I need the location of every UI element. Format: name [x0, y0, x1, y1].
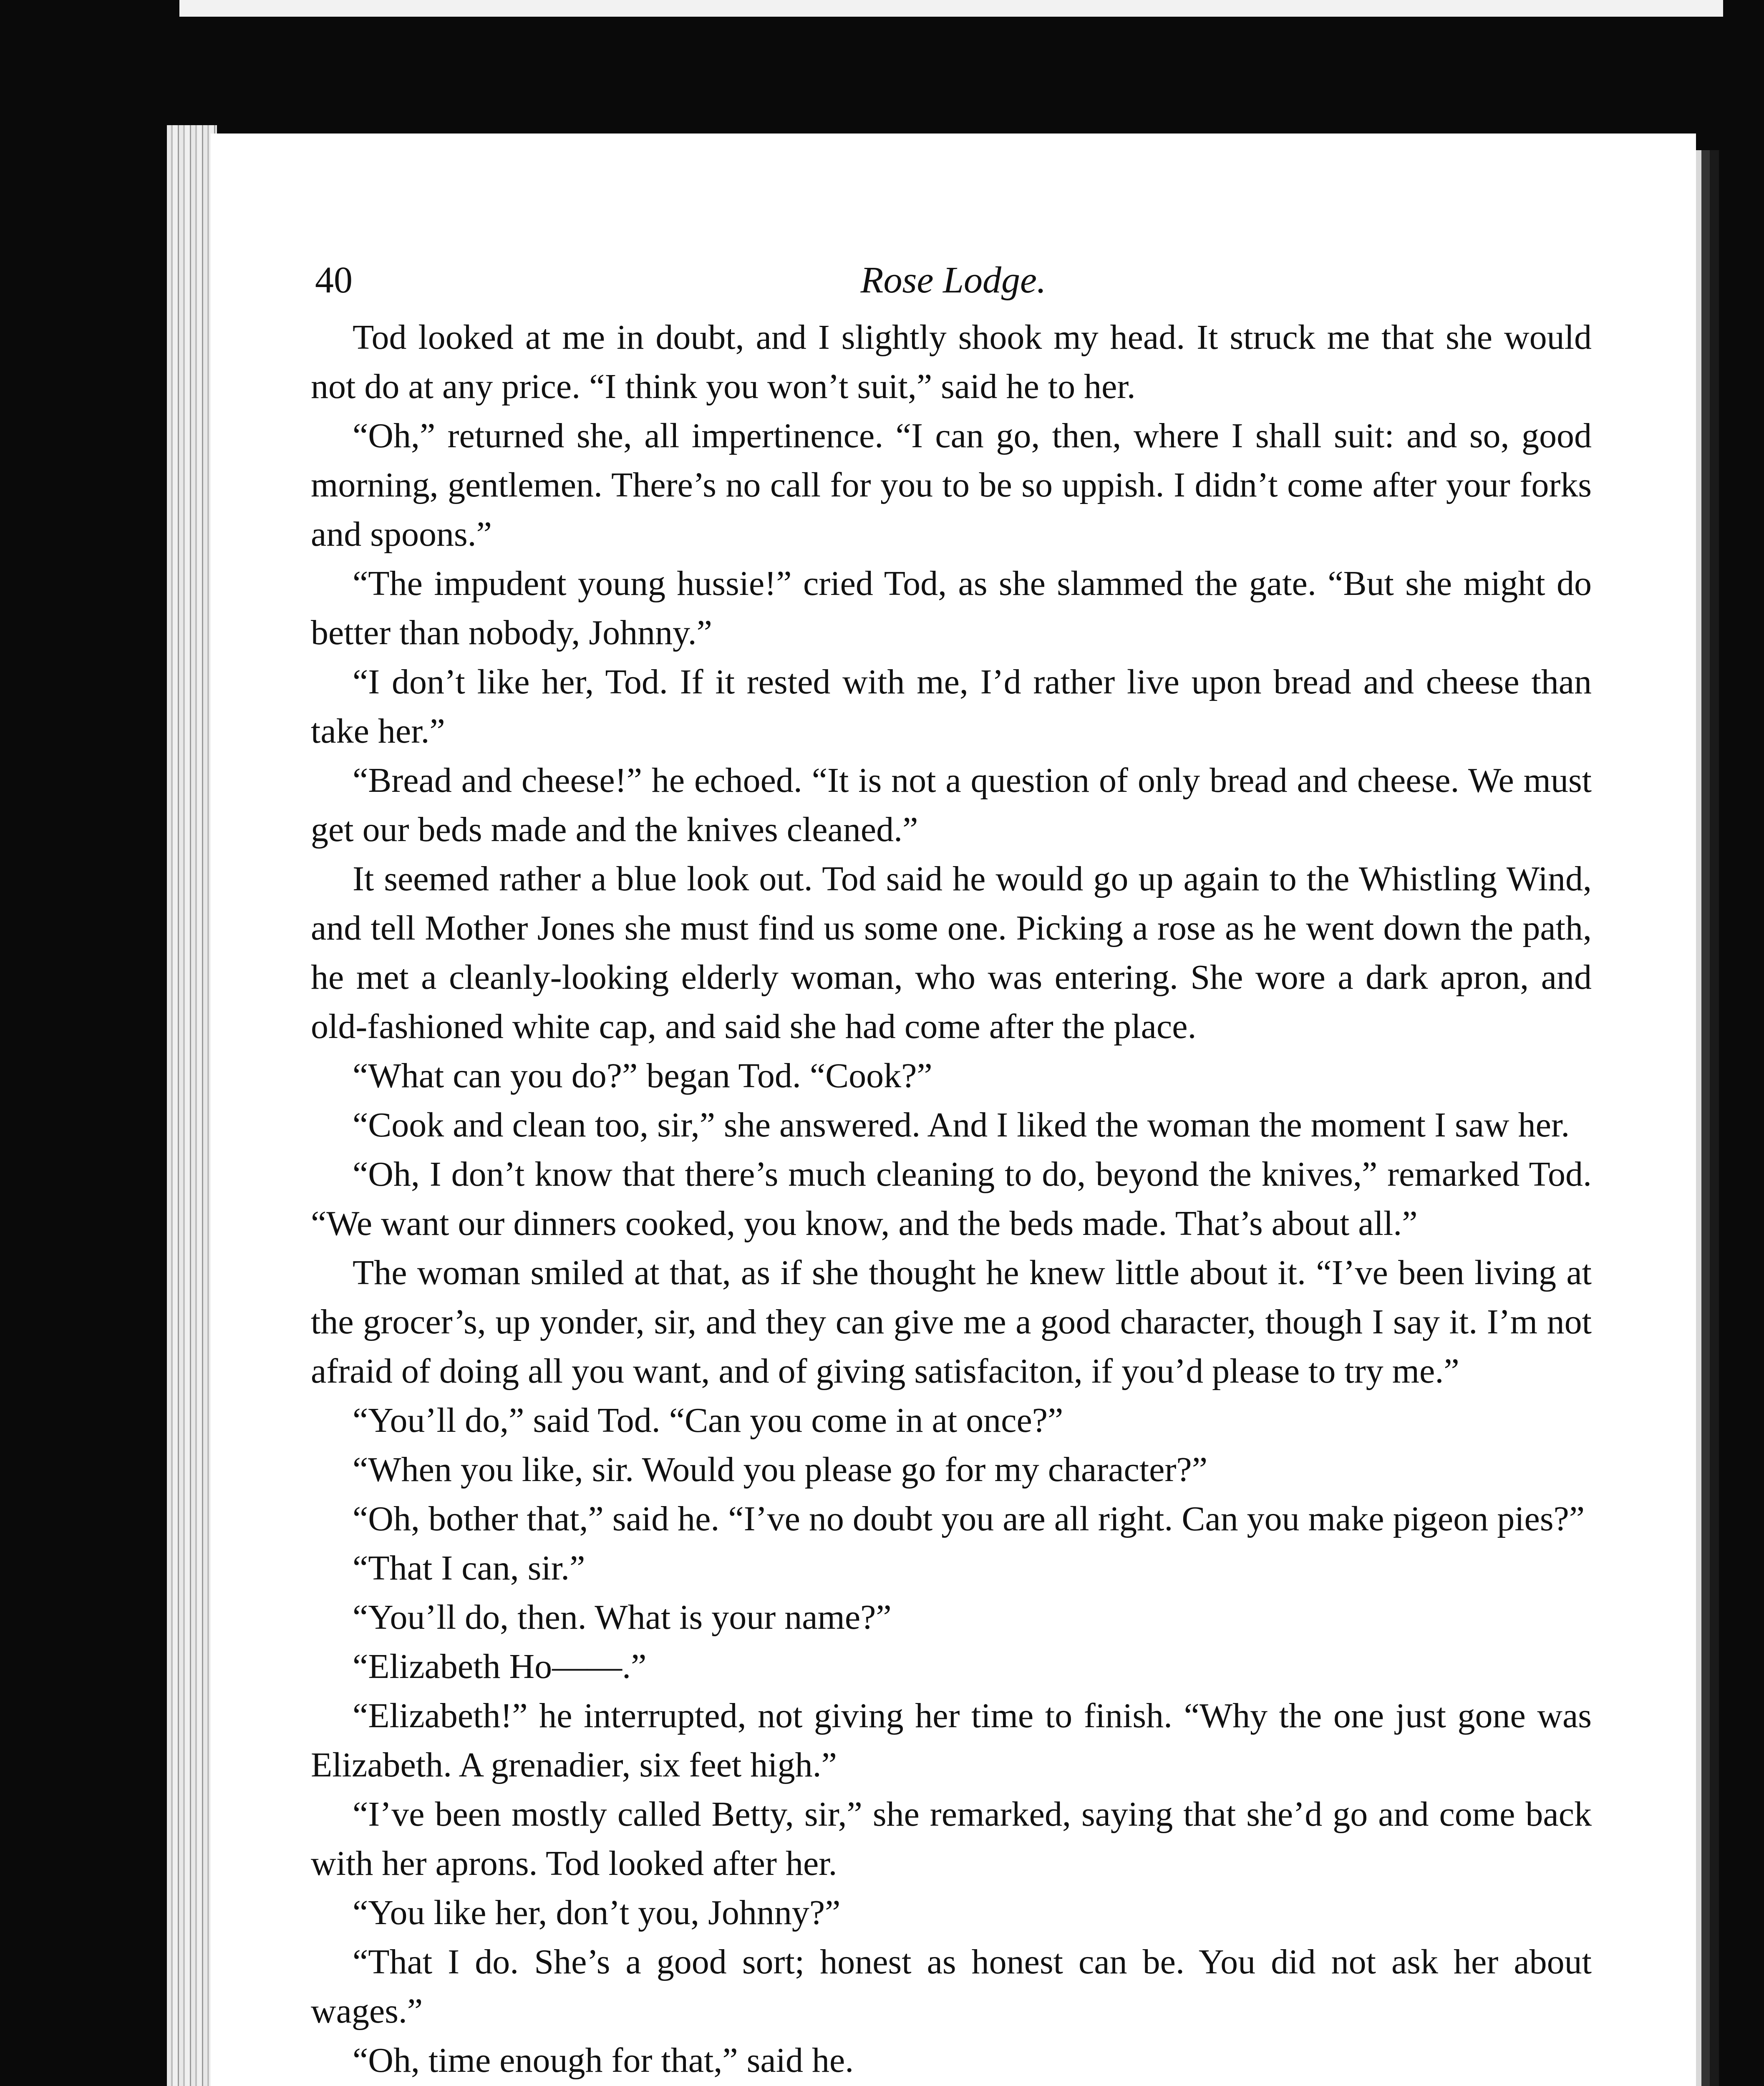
paragraph: “When you like, sir. Would you please go for my character?” [353, 1450, 1207, 1489]
paragraph: “Bread and cheese!” he echoed. “It is not a question of only bread and cheese. We must get our beds made and the knives cleaned.” [311, 761, 1592, 849]
paragraph: Tod looked at me in doubt, and I slightly shook my head. It struck me that she would not do at any price. “I think you won’t suit,” said he to her. [311, 318, 1592, 406]
paragraph: “Cook and clean too, sir,” she answered. And I liked the woman the moment I saw her. [353, 1106, 1570, 1144]
paragraph: “Elizabeth Ho——.” [353, 1647, 647, 1686]
paragraph: “What can you do?” began Tod. “Cook?” [353, 1056, 932, 1095]
paragraph: “I don’t like her, Tod. If it rested with me, I’d rather live upon bread and cheese than take her.” [311, 663, 1592, 751]
paragraph: “The impudent young hussie!” cried Tod, as she slammed the gate. “But she might do better than nobody, Johnny.” [311, 564, 1592, 652]
right-page-edge [1694, 150, 1719, 2086]
paragraph: “Oh, time enough for that,” said he. [353, 2041, 854, 2080]
page-header [315, 259, 1592, 313]
paragraph: “Oh, bother that,” said he. “I’ve no doubt you are all right. Can you make pigeon pies?” [353, 1499, 1585, 1538]
paragraph: “You’ll do,” said Tod. “Can you come in at once?” [353, 1401, 1063, 1440]
paragraph: “That I can, sir.” [353, 1549, 585, 1587]
paragraph: “That I do. She’s a good sort; honest as honest can be. You did not ask her about wages.” [311, 1942, 1592, 2031]
paragraph: “Elizabeth!” he interrupted, not giving her time to finish. “Why the one just gone was Elizabeth. A grenadier, six feet high.” [311, 1696, 1592, 1784]
paragraph: “Oh,” returned she, all impertinence. “I can go, then, where I shall suit: and so, good morning, gentlemen. There’s no call for you to be so uppish. I didn’t come after your forks and spoons.” [311, 416, 1592, 554]
paragraph: “You like her, don’t you, Johnny?” [353, 1893, 841, 1932]
left-page-edges [167, 125, 217, 2086]
previous-page-edge [179, 0, 1723, 17]
running-title: Rose Lodge. [860, 259, 1046, 301]
paragraph: The woman smiled at that, as if she thought he knew little about it. “I’ve been living at the grocer’s, up yonder, sir, and they can give me a good character, though I say it. I’m not afraid of doing all you want, and of giving satisfaciton, if you’d please to try me.” [311, 1253, 1592, 1391]
body-text [311, 313, 1592, 2086]
paragraph: “Oh, I don’t know that there’s much cleaning to do, beyond the knives,” remarked Tod. “We want our dinners cooked, you know, and the beds made. That’s about all.” [311, 1155, 1592, 1243]
paragraph: “You’ll do, then. What is your name?” [353, 1598, 892, 1637]
page-number: 40 [315, 259, 353, 301]
book-page [211, 134, 1696, 2086]
paragraph: “I’ve been mostly called Betty, sir,” she remarked, saying that she’d go and come back with her aprons. Tod looked after her. [311, 1795, 1592, 1883]
paragraph: It seemed rather a blue look out. Tod said he would go up again to the Whistling Wind, and tell Mother Jones she must find us some one. Picking a rose as he went down the path, he met a cleanly-looking elderly woman, who was entering. She wore a dark apron, and old-fashioned white cap, and said she had come after the place. [311, 859, 1592, 1046]
